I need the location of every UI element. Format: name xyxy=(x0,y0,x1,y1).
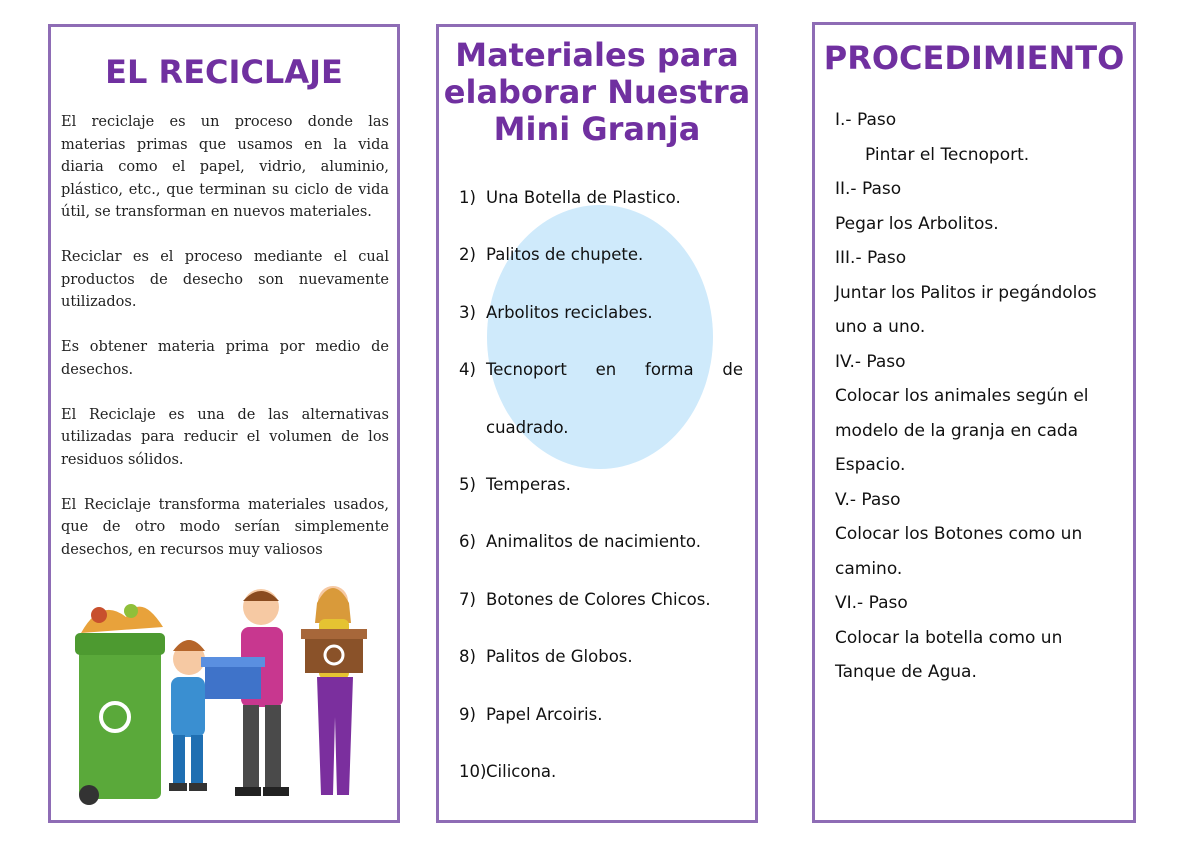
list-item: 4) Tecnoport en forma de xyxy=(459,360,743,380)
step-text: Pegar los Arbolitos. xyxy=(835,213,999,234)
list-item: 6) Animalitos de nacimiento. xyxy=(459,532,701,552)
woman-figure xyxy=(301,586,367,795)
step-text: Colocar la botella como un xyxy=(835,627,1063,648)
recycling-family-illustration xyxy=(71,567,381,817)
panel-title-materiales: Materiales para elaborar Nuestra Mini Granja xyxy=(443,37,751,148)
step-text: Espacio. xyxy=(835,455,906,475)
list-item: 9) Papel Arcoiris. xyxy=(459,704,603,724)
paragraph: El reciclaje es un proceso donde las materias primas que usamos en la vida diaria como el papel, vidrio, aluminio, plástico, etc., que terminan su ciclo de vida útil, se transforman en nuevos materiales. xyxy=(61,114,389,220)
list-item: 8) Palitos de Globos. xyxy=(459,647,633,667)
list-item: 3) Arbolitos reciclabes. xyxy=(459,302,653,322)
step-heading: II.- Paso xyxy=(835,179,902,199)
step-text: Pintar el Tecnoport. xyxy=(865,144,1030,165)
list-item: 2) Palitos de chupete. xyxy=(459,245,644,265)
green-recycling-bin xyxy=(75,604,165,805)
panel-title-procedimiento: PROCEDIMIENTO xyxy=(823,39,1125,77)
paragraph: Es obtener materia prima por medio de desechos. xyxy=(61,339,389,378)
paragraph: El Reciclaje es una de las alternativas utilizadas para reducir el volumen de los residuos sólidos. xyxy=(61,406,389,468)
step-text: Juntar los Palitos ir pegándolos xyxy=(835,282,1097,303)
step-heading: III.- Paso xyxy=(835,248,907,268)
step-text: Colocar los Botones como un xyxy=(835,524,1083,544)
step-text: modelo de la granja en cada xyxy=(835,420,1079,441)
panel-reciclaje xyxy=(48,24,400,823)
panel-materiales xyxy=(436,24,758,823)
list-item: 5) Temperas. xyxy=(459,474,571,494)
list-item: 10) Cilicona. xyxy=(459,761,557,781)
paragraph: El Reciclaje transforma materiales usados, que de otro modo serían simplemente desechos, en recursos muy valiosos xyxy=(61,496,389,558)
step-heading: I.- Paso xyxy=(835,110,897,130)
reciclaje-text xyxy=(61,111,389,584)
procedure-steps xyxy=(835,103,1131,690)
step-text: uno a uno. xyxy=(835,317,926,337)
man-figure xyxy=(201,589,289,796)
step-text: Tanque de Agua. xyxy=(835,662,977,682)
step-heading: V.- Paso xyxy=(835,489,901,510)
step-heading: IV.- Paso xyxy=(835,351,906,372)
panel-title-reciclaje: EL RECICLAJE xyxy=(105,53,343,91)
list-item: 7) Botones de Colores Chicos. xyxy=(459,589,711,609)
list-item: cuadrado. xyxy=(486,417,569,437)
materials-list xyxy=(459,187,743,818)
step-text: camino. xyxy=(835,558,903,579)
step-text: Colocar los animales según el xyxy=(835,386,1089,406)
paragraph: Reciclar es el proceso mediante el cual productos de desecho son nuevamente utilizados. xyxy=(61,249,389,310)
step-heading: VI.- Paso xyxy=(835,593,908,613)
list-item: 1) Una Botella de Plastico. xyxy=(459,188,681,207)
panel-procedimiento xyxy=(812,22,1136,823)
